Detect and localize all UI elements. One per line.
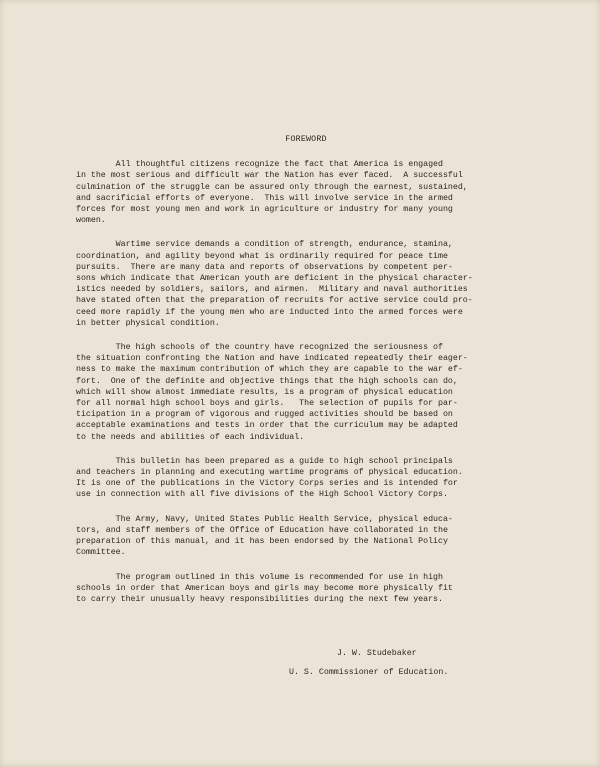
text-line: in better physical condition. bbox=[76, 318, 220, 328]
document-body bbox=[76, 134, 536, 618]
text-line: It is one of the publications in the Victory Corps series and is intended for bbox=[76, 479, 458, 489]
text-line: The program outlined in this volume is recommended for use in high bbox=[76, 572, 443, 582]
text-line: ticipation in a program of vigorous and rugged activities should be based on bbox=[76, 410, 453, 420]
text-line: to carry their unusually heavy responsibilities during the next few years. bbox=[76, 594, 443, 604]
signature-name: J. W. Studebaker bbox=[337, 649, 417, 658]
text-line: women. bbox=[76, 216, 106, 226]
text-line: The high schools of the country have recognized the seriousness of bbox=[76, 343, 443, 353]
text-line: preparation of this manual, and it has been endorsed by the National Policy bbox=[76, 537, 448, 547]
text-line: sons which indicate that American youth are deficient in the physical character- bbox=[76, 274, 473, 284]
text-line: pursuits. There are many data and reports of observations by competent per- bbox=[76, 262, 453, 272]
paragraph bbox=[76, 159, 536, 226]
paragraph bbox=[76, 239, 536, 329]
paragraph bbox=[76, 456, 536, 501]
text-line: for all normal high school boys and girls. The selection of pupils for par- bbox=[76, 399, 458, 409]
text-line: the situation confronting the Nation and have indicated repeatedly their eager- bbox=[76, 354, 468, 364]
text-line: ness to make the maximum contribution of which they are capable to the war ef- bbox=[76, 365, 463, 375]
text-line: to the needs and abilities of each individual. bbox=[76, 432, 305, 442]
text-line: Wartime service demands a condition of strength, endurance, stamina, bbox=[76, 240, 453, 250]
text-line: Committee. bbox=[76, 548, 126, 558]
paragraph bbox=[76, 572, 536, 606]
text-line: and teachers in planning and executing wartime programs of physical education. bbox=[76, 468, 463, 478]
paragraph bbox=[76, 514, 536, 559]
text-line: All thoughtful citizens recognize the fact that America is engaged bbox=[76, 160, 443, 170]
paragraph bbox=[76, 342, 536, 443]
text-line: use in connection with all five divisions of the High School Victory Corps. bbox=[76, 490, 448, 500]
text-line: forces for most young men and work in agriculture or industry for many young bbox=[76, 205, 453, 215]
text-line: coordination, and agility beyond what is ordinarily required for peace time bbox=[76, 251, 448, 261]
text-line: schools in order that American boys and girls may become more physically fit bbox=[76, 583, 453, 593]
text-line: The Army, Navy, United States Public Health Service, physical educa- bbox=[76, 514, 453, 524]
text-line: ceed more rapidly if the young men who are inducted into the armed forces were bbox=[76, 307, 463, 317]
text-line: acceptable examinations and tests in order that the curriculum may be adapted bbox=[76, 421, 458, 431]
page-title: FOREWORD bbox=[285, 135, 327, 144]
text-line: This bulletin has been prepared as a guide to high school principals bbox=[76, 456, 453, 466]
text-line: and sacrificial efforts of everyone. This will involve service in the armed bbox=[76, 193, 453, 203]
text-line: in the most serious and difficult war the Nation has ever faced. A successful bbox=[76, 171, 463, 181]
text-line: fort. One of the definite and objective things that the high schools can do, bbox=[76, 376, 458, 386]
text-line: istics needed by soldiers, sailors, and airmen. Military and naval authorities bbox=[76, 285, 468, 295]
text-line: tors, and staff members of the Office of Education have collaborated in the bbox=[76, 525, 448, 535]
text-line: culmination of the struggle can be assured only through the earnest, sustained, bbox=[76, 182, 468, 192]
text-line: which will show almost immediate results, is a program of physical education bbox=[76, 387, 453, 397]
text-line: have stated often that the preparation of recruits for active service could pro- bbox=[76, 296, 473, 306]
signature-title: U. S. Commissioner of Education. bbox=[289, 668, 449, 677]
